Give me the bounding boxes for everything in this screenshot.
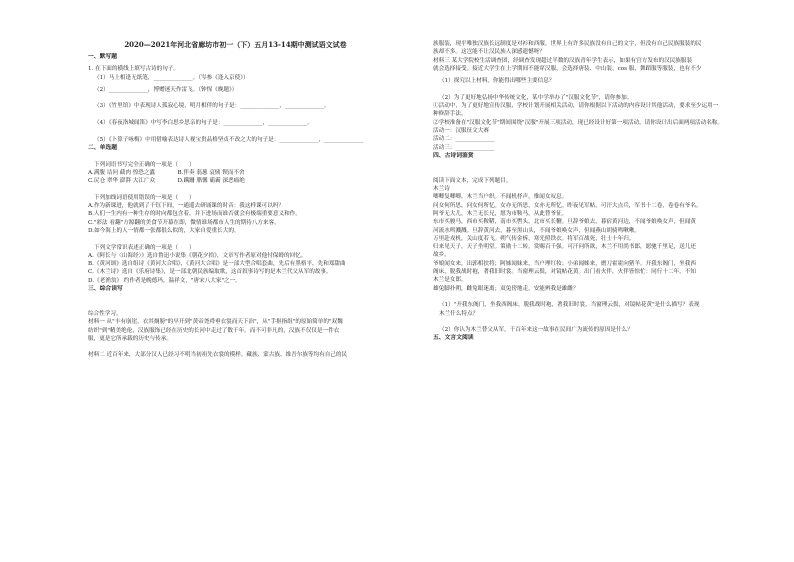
right-column: [397, 0, 794, 562]
text-line: 阅读下面文本，完成下列题目。: [433, 177, 512, 184]
text-line: （2）______________，博赠迷天作雷飞。（钟惺《晚题》）: [94, 86, 238, 93]
spacer: [88, 152, 383, 160]
text-line: 东市买骏马，西市买鞍鞯，南市买辔头，北市买长鞭。旦辞爷娘去，暮宿黄河边，不闻爷娘唤女声，但闻黄: [433, 219, 696, 226]
text-line: 爷娘闻女来，出郭相扶将；阿姊闻妹来，当户理红妆；小弟闻姊来，磨刀霍霍向猪羊。开我东阁门，坐我西: [433, 260, 696, 267]
text-line: 河流水鸣溅溅。旦辞黄河去，暮至黑山头，不闻爷娘唤女声，但闻燕山胡骑鸣啾啾。: [433, 227, 640, 234]
spacer: [433, 168, 774, 176]
spacer: [433, 318, 774, 326]
text-line: 下列文学常识表述正确的一项是（ ）: [94, 244, 195, 251]
text-line: 问女何所思，问女何所忆。女亦无所思，女亦无所忆。昨夜见军帖，可汗大点兵，军书十二卷，卷卷有爷名。: [433, 202, 702, 209]
text-line: 活动一：汉服征文大赛: [433, 127, 489, 134]
text-line: 族却不多。这岂能不让汉民族人深感遗憾呀？: [433, 49, 545, 56]
section-heading: 四、古诗词鉴赏: [433, 152, 474, 159]
text-line: 族服装，现平唯独汉族长远制度是对衫和西服。世界上有许多民族没有自己的文字，但没有自己民族服装的民: [433, 41, 702, 47]
spacer: [88, 127, 383, 135]
spacer: [433, 293, 774, 301]
text-line: 纺织"到"精美绝伦，汉族服饰已经在历史的长河中走过了数千年。而不可非凡的，汉族不仅仅是一件衣: [88, 327, 340, 334]
text-line: （4）《春夜洛城闻笛》中写李白思乡思亲的句子是：______________，______________。: [94, 120, 313, 127]
spacer: [88, 94, 383, 102]
text-line: （3）《竹里馆》中表现诗人孤寂心境，明月相伴的句子是：______________，______________。: [94, 103, 330, 110]
text-line: 唧唧复唧唧，木兰当户织。不闻机杼声，惟闻女叹息。: [433, 194, 568, 201]
text-line: 1. 在下面的横线上填写古诗的句子。: [88, 66, 180, 73]
text-line: （5）《卜算子咏梅》中用借喻表达诗人视宝贵品格坚贞不改之大的句子是：______________，______________: [94, 136, 364, 143]
exam-title: 2020—2021年河北省廊坊市初一（下）五月13-14期中测试语文试卷: [124, 40, 347, 49]
text-line: 下列加线词语使用错误的一项是（ ）: [94, 194, 195, 201]
left-body: [88, 53, 383, 360]
right-body: [433, 40, 774, 343]
text-line: 木兰什么特点？: [439, 310, 479, 317]
text-line: 材料二 近百年来，大部分汉人已经习不明当初祖先衣裳的模样。藏族、蒙古族、维吾尔族等均有自己的民: [88, 352, 348, 359]
text-line: B.《黄河颂》选自组诗《黄河大合唱》，《黄河大合唱》是一部大型合唱套曲，先后有黑格平，先和郑甜曲: [88, 261, 346, 268]
spacer: [88, 111, 383, 119]
spacer: [88, 185, 383, 193]
text-line: A.《阿长与〈山海经〉》选自鲁迅小说集《朝花夕拾》，文章写作者原对他付保姆的回忆。: [88, 252, 307, 259]
text-line: A.满腹 诘问 截肉 惶恐之蠹 B.伴奏 蓊葱 哀恸 锲而不舍: [88, 169, 245, 176]
text-line: 种修辞手法。: [433, 111, 467, 118]
text-line: 阁床，脱我战时袍，著我旧时裳。当窗理云鬓，对镜帖花黄。出门看火伴，火伴皆惊忙：同行十二年，不知: [433, 269, 696, 276]
section-heading: 二、单选题: [88, 144, 117, 151]
section-heading: 三、综合读写: [88, 286, 123, 293]
spacer: [88, 293, 383, 301]
text-line: 木兰诗: [433, 186, 450, 193]
text-line: 材料三 某大学院校生活调查团，经调查发现超过半数的汉族青年学生表示，如果有官方发布的汉民族服装: [433, 57, 693, 64]
text-line: ②学校准备在"汉服文化节"期间围绕"汉服"开展三项活动，现已经设计好第一项活动，请你设计出后面两项活动名称。: [433, 119, 723, 126]
text-line: 木兰是女郎。: [433, 277, 467, 284]
section-heading: 五、文言文阅读: [433, 335, 474, 342]
text-line: （2）你认为木兰替父从军，千百年来这一故事在民间广为流传的原因是什么？: [439, 327, 633, 334]
text-line: D.《老渔翁》 约作者是晚德玛，温祥文，"唐宋八大家"之一。: [88, 277, 241, 284]
spacer: [88, 302, 383, 310]
text-line: C."彩法 看翻"方源翻的美食节开幕在即，微情谁场都市人生的期待八方来客。: [88, 219, 280, 226]
text-line: B.人们一生内有一种生存的时向都包含着，并下进场而谁否就会有极端重要意义和作。: [88, 211, 301, 218]
text-line: 就会选择接受。接近大学生在上学期间不能穿汉服，会选择唐装、中山装、cos 服、舞蹈服等服装，也有不少: [433, 65, 702, 72]
spacer: [88, 343, 383, 351]
section-heading: 一、默写题: [88, 54, 117, 60]
spacer: [88, 235, 383, 243]
text-line: 故乡。: [433, 252, 450, 259]
text-line: C.尻仓 翠华 澎湃 大江广众 D.蹒跚 腊馨 霸霸 深恶痛绝: [88, 178, 245, 185]
text-line: 活动三：______________: [433, 144, 495, 151]
text-line: （1）马上相逢无纸笔，______________。（岑参《逢入京使》）: [94, 74, 249, 81]
text-line: C.《木兰诗》选自《乐府诗集》，是一部北朝民族编取歌，这首叙事诗写的是木兰代父从军的故事。: [88, 269, 332, 276]
text-line: （2）为了更好地弘扬中华传统文化，某中学举办了"汉服文化节"，请你参加。: [439, 94, 633, 101]
text-line: 阿爷无大儿，木兰无长兄，愿为市鞍马，从此替爷征。: [433, 210, 568, 217]
text-line: 活动二：______________: [433, 136, 495, 143]
text-line: 万里赴戎机，关山度若飞。朔气传金柝，寒光照铁衣。将军百战死，壮士十年归。: [433, 235, 635, 242]
text-line: ①活动中，为了更好地宣传汉服，学校计划开展相关活动，请你根据以下活动的内容设计其他活动，要求至少运用一: [433, 103, 719, 110]
text-line: A.作为新课进，他就到了千钰下间，一通遥去研诵课的时音：我这样课可以吗？: [88, 203, 285, 210]
text-line: （1）探究以上材料，你能得出哪些主要信息？: [439, 78, 555, 85]
spacer: [433, 85, 774, 93]
text-line: 雄兔脚扑朔，雌兔眼迷离；双兔傍地走，安能辨我是雄雌？: [433, 285, 579, 292]
text-line: 服，更是它所承载的历史与传承。: [88, 335, 172, 342]
text-line: 下列词语书写完全正确的一项是（ ）: [94, 161, 195, 168]
text-line: 归来见天子，天子坐明堂。策勋十二转，赏赐百千强。可汗问所欲，木兰不用尚书郎，愿驰千里足，送儿还: [433, 244, 696, 251]
text-line: （1）"开我东阁门，坐我西阁床。脱我战时袍，著我旧时裳。当窗理云鬓，对镜帖花黄"是什么描写？表现: [439, 302, 700, 309]
text-line: 综合性学习。: [88, 310, 122, 317]
spacer: [433, 160, 774, 168]
text-line: D.如今海上的人一情都一张都很么似的，大家自爱重长大的。: [88, 227, 240, 234]
text-line: 材料一 从"丰有崩崖，衣其炯膀"的早开到"黄帝尧舜垂衣裳而天下治"，从"手抠指组"的原始简单的"双魏: [88, 319, 343, 326]
